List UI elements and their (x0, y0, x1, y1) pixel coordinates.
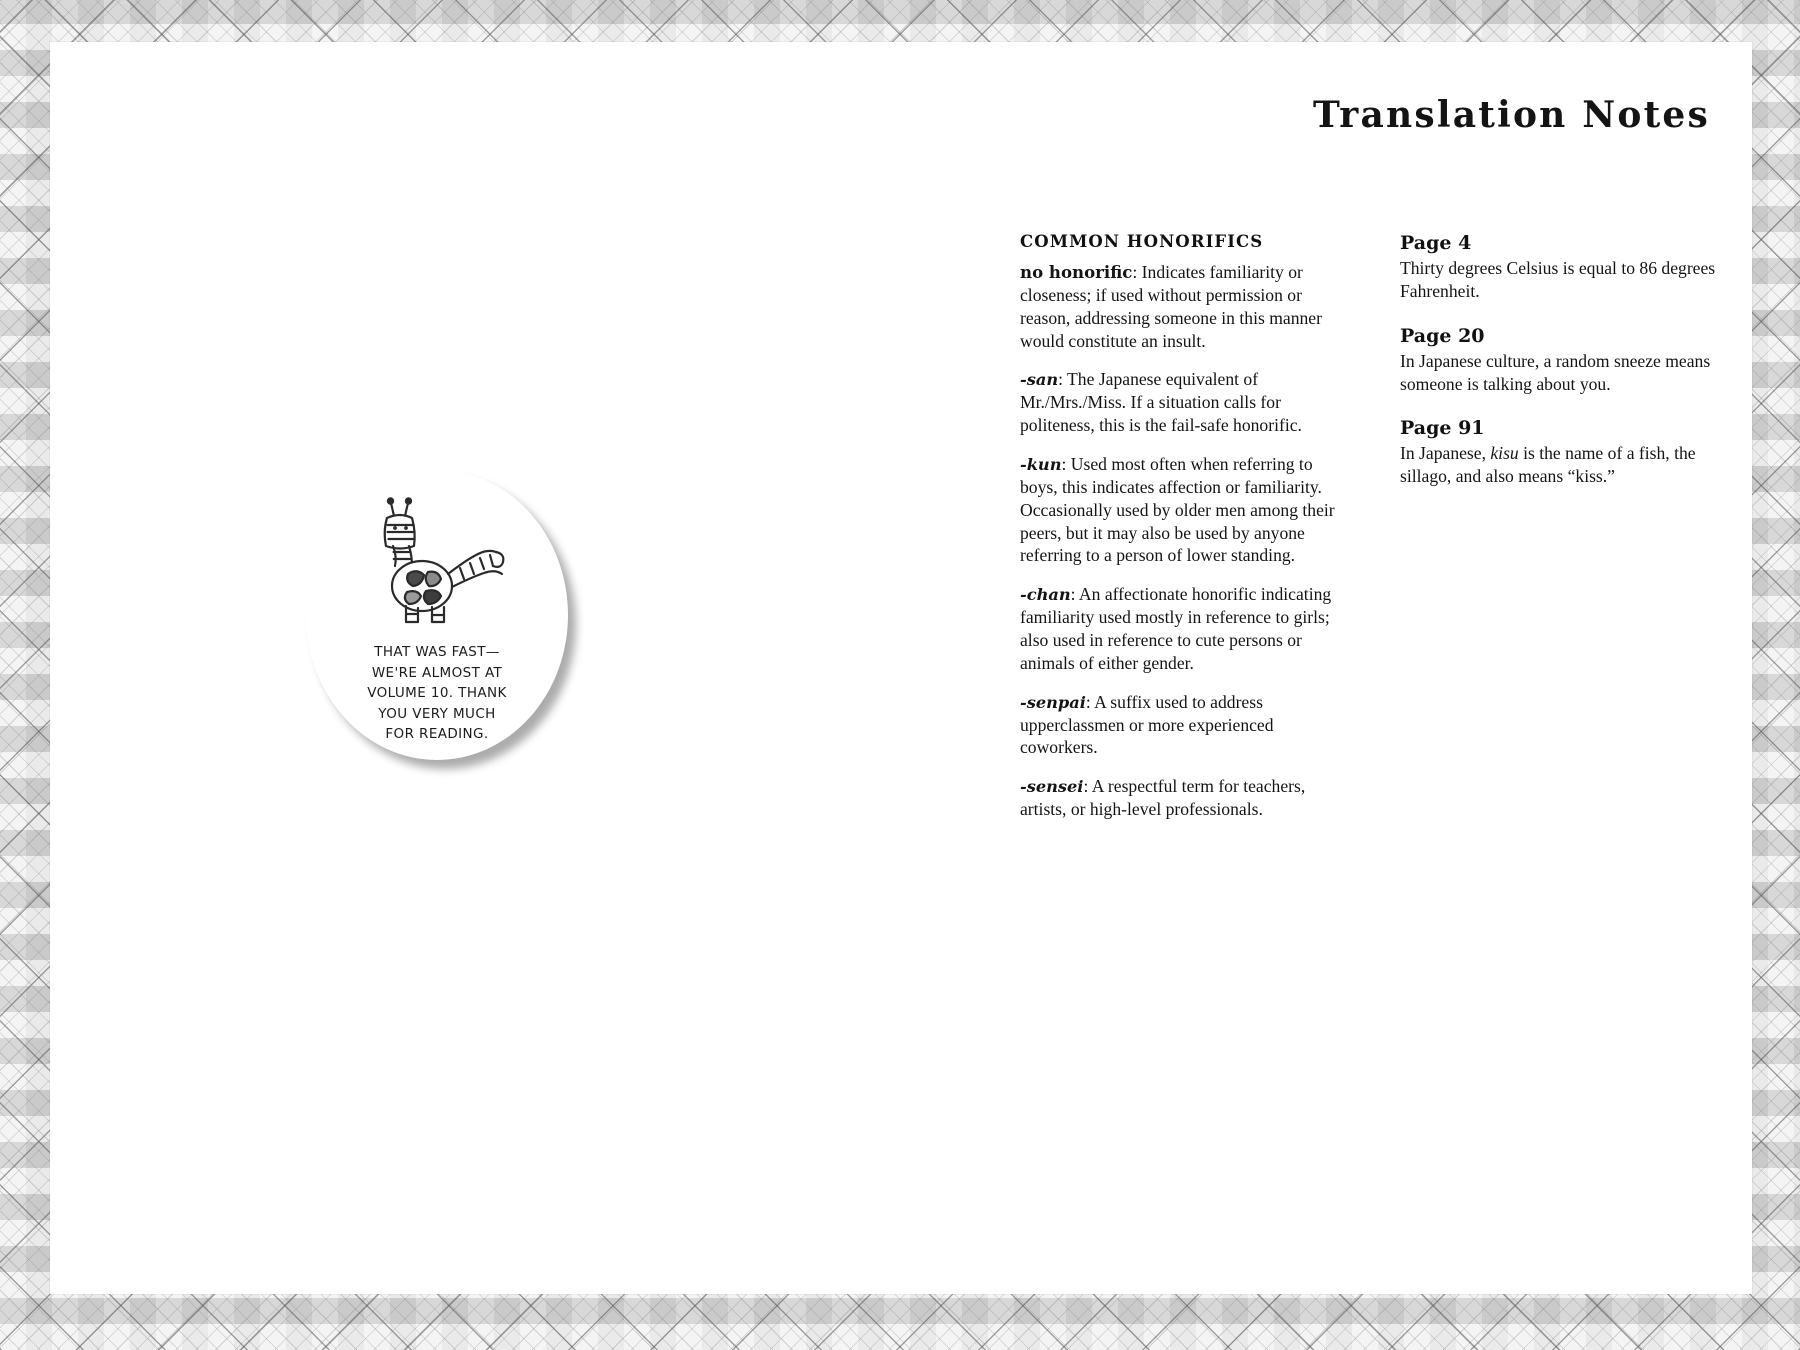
illustration-caption: THAT WAS FAST— WE'RE ALMOST AT VOLUME 10. THANK YOU VERY MUCH FOR READING. (367, 644, 507, 743)
honorific-text: : A suffix used to address upperclassmen or more experienced coworkers. (1020, 691, 1274, 758)
honorific-entry (1020, 261, 1342, 352)
honorific-term: -san (1020, 370, 1059, 390)
oval-contents (306, 470, 568, 760)
page-note-heading: Page 20 (1400, 324, 1485, 347)
page-note-heading: Page 4 (1400, 232, 1472, 254)
striped-dinosaur-icon (360, 494, 512, 644)
honorific-term: -senpai (1020, 692, 1086, 712)
honorific-text: : The Japanese equivalent of Mr./Mrs./Miss. If a situation calls for politeness, this is the fail-safe honorific. (1020, 369, 1302, 436)
honorific-entry (1020, 453, 1342, 567)
page-notes-column (1400, 232, 1720, 821)
honorifics-heading: COMMON HONORIFICS (1020, 232, 1264, 251)
honorific-entry (1020, 691, 1342, 760)
page-note (1400, 417, 1720, 488)
honorific-term: -chan (1020, 585, 1071, 605)
page-note-body (1400, 442, 1720, 488)
page-note-body-post: is the name of a fish, the sillago, and also means “kiss.” (1400, 443, 1696, 487)
honorific-entry (1020, 368, 1342, 437)
honorific-entry (1020, 583, 1342, 674)
page-note (1400, 325, 1720, 396)
page-note-body-pre: In Japanese, (1400, 443, 1491, 464)
page-note-body: In Japanese culture, a random sneeze means someone is talking about you. (1400, 350, 1711, 394)
honorific-text: : A respectful term for teachers, artists, or high-level professionals. (1020, 776, 1306, 820)
page-note (1400, 232, 1720, 303)
page-note-heading: Page 91 (1400, 417, 1485, 440)
honorifics-column (1020, 232, 1342, 821)
honorific-term: -kun (1020, 455, 1062, 475)
honorific-text: : An affectionate honorific indicating familiarity used mostly in reference to girls; also used in reference to cute persons or animals of either gender. (1020, 584, 1332, 673)
honorific-text: : Used most often when referring to boys, this indicates affection or familiarity. Occasionally used by older men among their peers, but it may also be used by anyone referring to a person of lower standing. (1020, 454, 1335, 566)
honorific-text: : Indicates familiarity or closeness; if used without permission or reason, addressing someone in this manner would constitute an insult. (1020, 262, 1322, 351)
page-note-body: Thirty degrees Celsius is equal to 86 degrees Fahrenheit. (1400, 258, 1716, 301)
notes-columns (1020, 232, 1720, 821)
honorific-term: -sensei (1020, 777, 1084, 797)
illustration (306, 470, 578, 770)
page-note-body-italic: kisu (1490, 443, 1519, 464)
honorific-entry (1020, 775, 1342, 821)
page-title: Translation Notes (1312, 94, 1710, 136)
paper-sheet (50, 42, 1752, 1294)
honorific-term: no honorific (1020, 262, 1133, 282)
